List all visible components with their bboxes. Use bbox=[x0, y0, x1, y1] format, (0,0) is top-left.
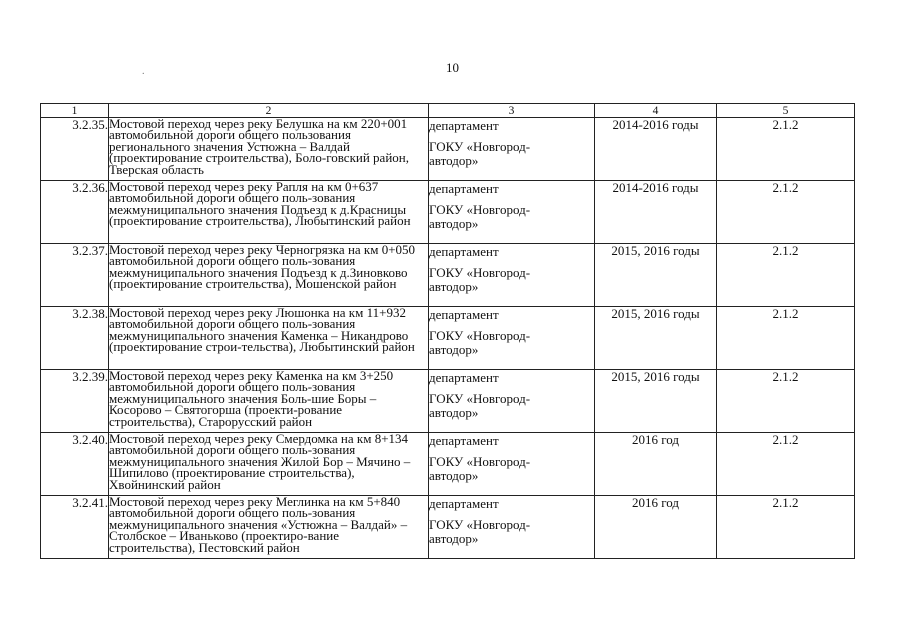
measures-table bbox=[40, 103, 855, 559]
row-years: 2016 год bbox=[595, 496, 717, 559]
row-executor bbox=[429, 370, 595, 433]
executor-line: автодор» bbox=[429, 153, 479, 168]
row-executor bbox=[429, 181, 595, 244]
row-description: Мостовой переход через реку Черногрязка на км 0+050 автомобильной дороги общего поль-зования межмуниципального значения Подъезд к д.Зиновково (проектирование строительства), Мошенской район bbox=[109, 244, 429, 307]
page-mark: . bbox=[142, 66, 145, 77]
row-number: 3.2.39. bbox=[41, 370, 109, 433]
executor-line: департамент bbox=[429, 496, 499, 511]
executor-line: ГОКУ «Новгород- bbox=[429, 454, 531, 469]
column-header: 4 bbox=[595, 104, 717, 118]
executor-line: ГОКУ «Новгород- bbox=[429, 391, 531, 406]
executor-line: автодор» bbox=[429, 405, 479, 420]
executor-line: департамент bbox=[429, 370, 499, 385]
row-code: 2.1.2 bbox=[717, 181, 855, 244]
row-description: Мостовой переход через реку Меглинка на км 5+840 автомобильной дороги общего поль-зования межмуниципального значения «Устюжна – Валдай» – Столбское – Иваньково (проектиро-вание строительства), Пестовский район bbox=[109, 496, 429, 559]
executor-line: ГОКУ «Новгород- bbox=[429, 265, 531, 280]
executor-line: департамент bbox=[429, 244, 499, 259]
row-years: 2014-2016 годы bbox=[595, 118, 717, 181]
row-years: 2015, 2016 годы bbox=[595, 244, 717, 307]
executor-line: департамент bbox=[429, 433, 499, 448]
row-number: 3.2.37. bbox=[41, 244, 109, 307]
table-row bbox=[41, 244, 855, 307]
row-code: 2.1.2 bbox=[717, 307, 855, 370]
row-code: 2.1.2 bbox=[717, 433, 855, 496]
column-header: 2 bbox=[109, 104, 429, 118]
row-code: 2.1.2 bbox=[717, 496, 855, 559]
executor-line: автодор» bbox=[429, 342, 479, 357]
row-executor bbox=[429, 433, 595, 496]
row-code: 2.1.2 bbox=[717, 118, 855, 181]
executor-line: департамент bbox=[429, 118, 499, 133]
table-row bbox=[41, 181, 855, 244]
row-number: 3.2.40. bbox=[41, 433, 109, 496]
row-executor bbox=[429, 307, 595, 370]
row-number: 3.2.35. bbox=[41, 118, 109, 181]
row-years: 2015, 2016 годы bbox=[595, 370, 717, 433]
row-years: 2015, 2016 годы bbox=[595, 307, 717, 370]
executor-line: автодор» bbox=[429, 216, 479, 231]
row-description: Мостовой переход через реку Рапля на км 0+637 автомобильной дороги общего поль-зования межмуниципального значения Подъезд к д.Красницы (проектирование строительства), Любытинский район bbox=[109, 181, 429, 244]
row-executor bbox=[429, 118, 595, 181]
row-description: Мостовой переход через реку Люшонка на км 11+932 автомобильной дороги общего поль-зования межмуниципального значения Каменка – Никандрово (проектирование строи-тельства), Любытинский район bbox=[109, 307, 429, 370]
executor-line: ГОКУ «Новгород- bbox=[429, 139, 531, 154]
page-number: 10 bbox=[446, 60, 459, 75]
row-number: 3.2.38. bbox=[41, 307, 109, 370]
row-number: 3.2.41. bbox=[41, 496, 109, 559]
row-number: 3.2.36. bbox=[41, 181, 109, 244]
column-header: 5 bbox=[717, 104, 855, 118]
table-row bbox=[41, 118, 855, 181]
row-code: 2.1.2 bbox=[717, 244, 855, 307]
column-header: 3 bbox=[429, 104, 595, 118]
row-description: Мостовой переход через реку Белушка на км 220+001 автомобильной дороги общего пользования регионального значения Устюжна – Валдай (проектирование строительства), Боло-говский район, Тверская область bbox=[109, 118, 429, 181]
row-executor bbox=[429, 496, 595, 559]
row-code: 2.1.2 bbox=[717, 370, 855, 433]
executor-line: автодор» bbox=[429, 468, 479, 483]
executor-line: ГОКУ «Новгород- bbox=[429, 202, 531, 217]
table-row bbox=[41, 433, 855, 496]
table-row bbox=[41, 496, 855, 559]
executor-line: автодор» bbox=[429, 279, 479, 294]
executor-line: ГОКУ «Новгород- bbox=[429, 328, 531, 343]
table-row bbox=[41, 370, 855, 433]
row-years: 2016 год bbox=[595, 433, 717, 496]
row-description: Мостовой переход через реку Каменка на км 3+250 автомобильной дороги общего поль-зования межмуниципального значения Боль-шие Боры – Косорово – Святогорша (проекти-рование строительства), Старорусский район bbox=[109, 370, 429, 433]
table-row bbox=[41, 307, 855, 370]
row-years: 2014-2016 годы bbox=[595, 181, 717, 244]
row-executor bbox=[429, 244, 595, 307]
executor-line: автодор» bbox=[429, 531, 479, 546]
executor-line: департамент bbox=[429, 181, 499, 196]
column-header: 1 bbox=[41, 104, 109, 118]
row-description: Мостовой переход через реку Смердомка на км 8+134 автомобильной дороги общего поль-зования межмуниципального значения Жилой Бор – Мячино – Шипилово (проектирование строительства), Хвойнинский район bbox=[109, 433, 429, 496]
executor-line: ГОКУ «Новгород- bbox=[429, 517, 531, 532]
executor-line: департамент bbox=[429, 307, 499, 322]
